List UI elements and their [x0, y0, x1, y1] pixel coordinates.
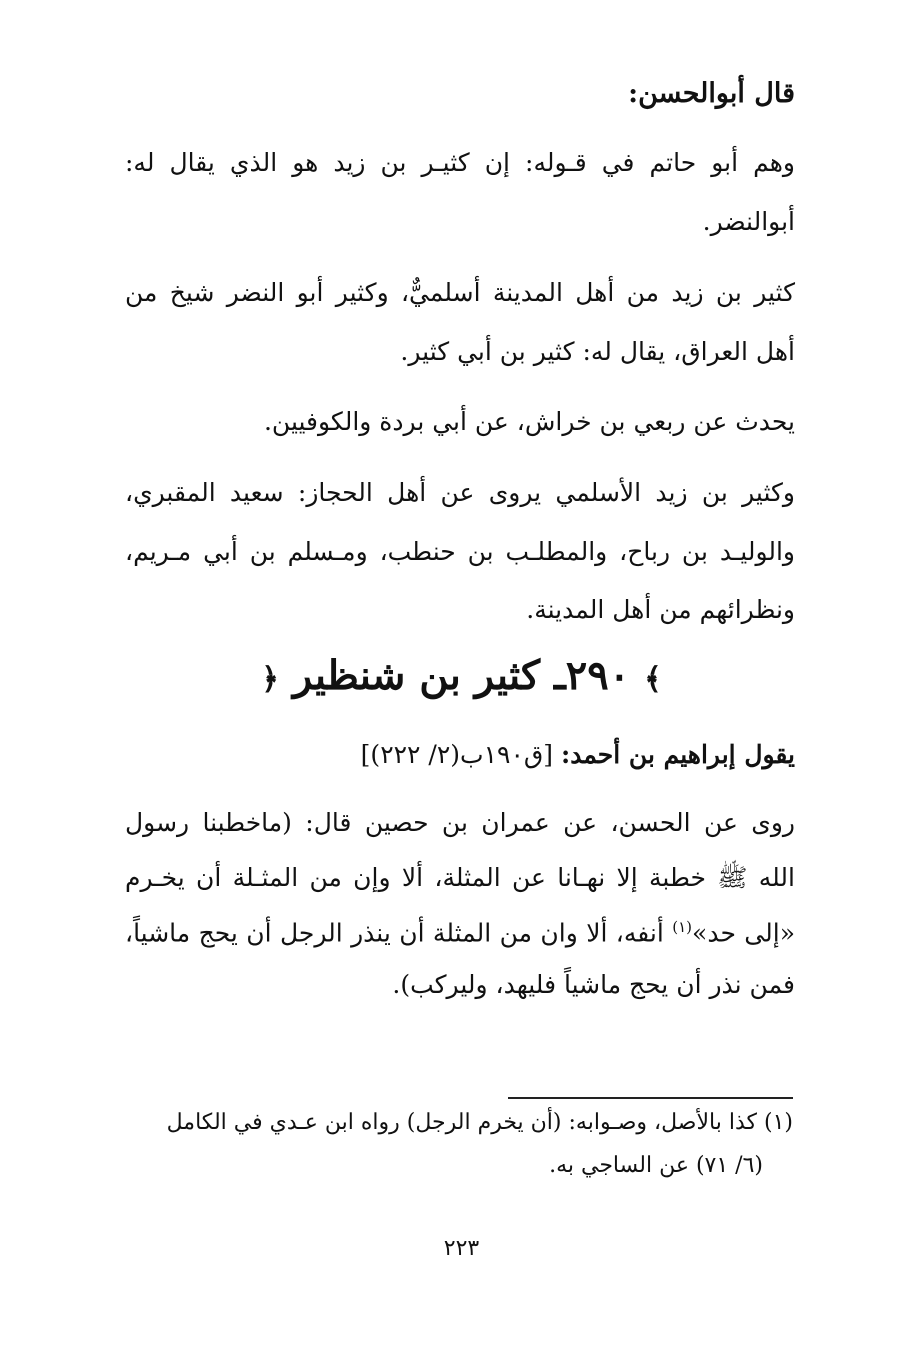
- hadith-line: [125, 918, 795, 948]
- paragraph-line: أهل العراق، يقال له: كثير بن أبي كثير.: [400, 337, 795, 366]
- title-ornament-right: ﴾: [644, 662, 662, 697]
- hadith-quote: «إلى حد»: [692, 918, 796, 948]
- page-number: ٢٢٣: [443, 1236, 480, 1261]
- hadith-line: روى عن الحسن، عن عمران بن حصين قال: (ماخطبنا رسول: [125, 808, 795, 837]
- paragraph-line: والوليـد بن رباح، والمطلـب بن حنطب، ومـسلم بن أبي مـريم،: [125, 537, 795, 566]
- entry-title: [0, 652, 923, 699]
- footnote-divider: [508, 1097, 793, 1099]
- hadith-line: الله ﷺ خطبة إلا نهـانا عن المثلة، ألا وإن من المثـلة أن يخـرم: [125, 863, 795, 892]
- manuscript-reference: [ق١٩٠ب(٢/ ٢٢٢)]: [360, 740, 554, 769]
- source-label: يقول إبراهيم بن أحمد:: [561, 740, 795, 769]
- entry-title-text: ٢٩٠ـ كثير بن شنظير: [292, 652, 631, 699]
- paragraph-line: كثير بن زيد من أهل المدينة أسلميٌّ، وكثير أبو النضر شيخ من: [125, 278, 795, 307]
- footnote-line: (٦/ ٧١) عن الساجي به.: [549, 1153, 763, 1178]
- footnote-marker: (١): [672, 918, 693, 936]
- paragraph-line: وهم أبو حاتم في قـوله: إن كثيـر بن زيد هو الذي يقال له:: [125, 148, 795, 177]
- paragraph-line: ونظرائهم من أهل المدينة.: [526, 595, 795, 624]
- hadith-text: أنفه، ألا وان من المثلة أن ينذر الرجل أن يحج ماشياً،: [125, 918, 673, 948]
- paragraph-line: وكثير بن زيد الأسلمي يروى عن أهل الحجاز: سعيد المقبري،: [125, 478, 795, 507]
- footnote-line: (١) كذا بالأصل، وصـوابه: (أن يخرم الرجل) رواه ابن عـدي في الكامل: [166, 1110, 793, 1135]
- source-line: [125, 740, 795, 770]
- section-heading: قال أبوالحسن:: [628, 78, 795, 109]
- title-ornament-left: ﴿: [261, 662, 279, 697]
- paragraph-line: أبوالنضر.: [702, 207, 795, 236]
- paragraph-line: يحدث عن ربعي بن خراش، عن أبي بردة والكوفيين.: [263, 407, 795, 436]
- hadith-line: فمن نذر أن يحج ماشياً فليهد، وليركب).: [392, 970, 795, 999]
